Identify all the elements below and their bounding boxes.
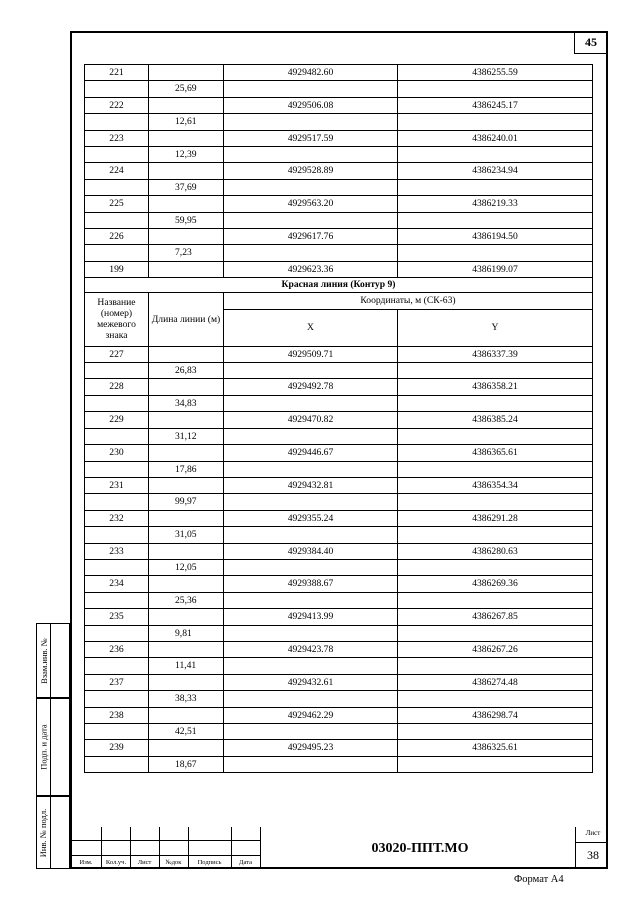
table-row	[85, 609, 593, 625]
stamp-label-date: Дата	[239, 859, 252, 866]
cell-y: 4386358.21	[398, 379, 593, 395]
cell-line-length	[149, 130, 224, 146]
section-title: Красная линия (Контур 9)	[85, 278, 593, 293]
cell-x	[224, 724, 398, 740]
cell-x	[224, 363, 398, 379]
cell-point-name: 232	[85, 510, 149, 526]
cell-x	[224, 625, 398, 641]
cell-line-length: 25,69	[149, 81, 224, 97]
cell-line-length	[149, 445, 224, 461]
stamp-label-signature: Подпись	[197, 859, 222, 866]
cell-x: 4929355.24	[224, 510, 398, 526]
cell-x: 4929495.23	[224, 740, 398, 756]
cell-line-length	[149, 609, 224, 625]
cell-y	[398, 147, 593, 163]
table-row	[85, 461, 593, 477]
table-row	[85, 543, 593, 559]
cell-y: 4386325.61	[398, 740, 593, 756]
stamp-label-sheet: Лист	[137, 859, 152, 866]
cell-y	[398, 559, 593, 575]
table-row	[85, 477, 593, 493]
table-row	[85, 559, 593, 575]
cell-point-name	[85, 461, 149, 477]
cell-x	[224, 756, 398, 772]
cell-point-name	[85, 363, 149, 379]
cell-point-name: 238	[85, 707, 149, 723]
sidebar-label-inv-orig: Инв. № подл.	[38, 808, 49, 857]
table-row	[85, 625, 593, 641]
cell-y: 4386298.74	[398, 707, 593, 723]
cell-line-length	[149, 65, 224, 81]
stamp-label-change: Изм.	[79, 859, 93, 866]
cell-point-name	[85, 527, 149, 543]
cell-point-name: 221	[85, 65, 149, 81]
cell-y	[398, 691, 593, 707]
cell-point-name: 237	[85, 674, 149, 690]
sidebar-sign-date	[36, 698, 70, 796]
table-row	[85, 576, 593, 592]
cell-y: 4386365.61	[398, 445, 593, 461]
cell-point-name: 228	[85, 379, 149, 395]
header-length: Длина линии (м)	[149, 293, 224, 346]
sidebar-inv-change	[36, 623, 70, 698]
table-row	[85, 707, 593, 723]
sheet-label: Лист	[585, 829, 601, 837]
cell-y: 4386199.07	[398, 261, 593, 277]
cell-line-length	[149, 97, 224, 113]
cell-y: 4386194.50	[398, 229, 593, 245]
cell-point-name	[85, 179, 149, 195]
stamp-label-doc: №док	[165, 859, 182, 866]
table-row	[85, 114, 593, 130]
cell-x: 4929462.29	[224, 707, 398, 723]
cell-x	[224, 658, 398, 674]
cell-line-length: 26,83	[149, 363, 224, 379]
cell-line-length: 11,41	[149, 658, 224, 674]
coordinates-table	[84, 64, 593, 773]
cell-point-name	[85, 592, 149, 608]
table-row	[85, 674, 593, 690]
cell-x: 4929423.78	[224, 641, 398, 657]
cell-line-length: 99,97	[149, 494, 224, 510]
cell-y: 4386255.59	[398, 65, 593, 81]
cell-x	[224, 395, 398, 411]
cell-line-length: 31,12	[149, 428, 224, 444]
cell-x	[224, 147, 398, 163]
cell-line-length	[149, 543, 224, 559]
table-row	[85, 196, 593, 212]
cell-y: 4386240.01	[398, 130, 593, 146]
page-number: 45	[574, 32, 607, 54]
cell-line-length	[149, 641, 224, 657]
cell-point-name	[85, 428, 149, 444]
cell-point-name: 226	[85, 229, 149, 245]
left-sidebar	[36, 623, 70, 869]
table-row	[85, 65, 593, 81]
table-row	[85, 379, 593, 395]
cell-y	[398, 428, 593, 444]
cell-line-length	[149, 707, 224, 723]
table-row	[85, 724, 593, 740]
table-body-top	[85, 65, 593, 278]
cell-point-name	[85, 559, 149, 575]
table-row	[85, 130, 593, 146]
cell-y	[398, 625, 593, 641]
stamp-label-count: Кол.уч.	[105, 859, 127, 866]
header-coords: Координаты, м (СК-63)	[224, 293, 593, 309]
cell-y	[398, 494, 593, 510]
cell-x	[224, 494, 398, 510]
cell-y	[398, 212, 593, 228]
sidebar-label-inv-change: Взам.инв. №	[38, 637, 49, 684]
cell-line-length: 17,86	[149, 461, 224, 477]
cell-line-length	[149, 196, 224, 212]
table-row	[85, 229, 593, 245]
table-row	[85, 147, 593, 163]
cell-line-length: 9,81	[149, 625, 224, 641]
cell-line-length: 34,83	[149, 395, 224, 411]
cell-line-length	[149, 163, 224, 179]
cell-line-length: 12,05	[149, 559, 224, 575]
cell-line-length: 42,51	[149, 724, 224, 740]
cell-line-length	[149, 674, 224, 690]
cell-point-name: 225	[85, 196, 149, 212]
cell-x: 4929528.89	[224, 163, 398, 179]
table-row	[85, 163, 593, 179]
cell-y	[398, 461, 593, 477]
cell-x	[224, 691, 398, 707]
cell-point-name: 233	[85, 543, 149, 559]
cell-y	[398, 395, 593, 411]
cell-y	[398, 363, 593, 379]
table-row	[85, 179, 593, 195]
cell-point-name	[85, 147, 149, 163]
cell-point-name	[85, 756, 149, 772]
sheet-number: 38	[587, 848, 599, 862]
header-x: X	[224, 309, 398, 346]
table-row	[85, 740, 593, 756]
cell-y	[398, 527, 593, 543]
cell-x	[224, 527, 398, 543]
cell-point-name	[85, 724, 149, 740]
cell-point-name	[85, 245, 149, 261]
cell-point-name: 223	[85, 130, 149, 146]
cell-y: 4386267.26	[398, 641, 593, 657]
cell-x: 4929413.99	[224, 609, 398, 625]
cell-y	[398, 658, 593, 674]
cell-y	[398, 81, 593, 97]
table-row	[85, 212, 593, 228]
cell-y: 4386267.85	[398, 609, 593, 625]
table-row	[85, 658, 593, 674]
table-header	[85, 278, 593, 346]
table-row	[85, 510, 593, 526]
cell-point-name: 239	[85, 740, 149, 756]
cell-y	[398, 179, 593, 195]
cell-line-length: 37,69	[149, 179, 224, 195]
table-row	[85, 592, 593, 608]
cell-point-name	[85, 494, 149, 510]
cell-x: 4929432.81	[224, 477, 398, 493]
cell-x: 4929509.71	[224, 346, 398, 362]
cell-x: 4929492.78	[224, 379, 398, 395]
cell-y: 4386234.94	[398, 163, 593, 179]
cell-line-length	[149, 379, 224, 395]
cell-point-name	[85, 395, 149, 411]
cell-x: 4929517.59	[224, 130, 398, 146]
table-row	[85, 97, 593, 113]
format-label: Формат А4	[514, 874, 564, 885]
cell-y: 4386280.63	[398, 543, 593, 559]
table-row	[85, 412, 593, 428]
cell-x	[224, 245, 398, 261]
cell-y: 4386269.36	[398, 576, 593, 592]
cell-point-name	[85, 81, 149, 97]
cell-x: 4929470.82	[224, 412, 398, 428]
cell-line-length: 12,61	[149, 114, 224, 130]
cell-x	[224, 212, 398, 228]
cell-point-name: 199	[85, 261, 149, 277]
cell-x: 4929482.60	[224, 65, 398, 81]
table-row	[85, 395, 593, 411]
table-row	[85, 245, 593, 261]
table-row	[85, 346, 593, 362]
cell-point-name: 231	[85, 477, 149, 493]
cell-x: 4929623.36	[224, 261, 398, 277]
cell-point-name	[85, 625, 149, 641]
cell-y: 4386291.28	[398, 510, 593, 526]
cell-y	[398, 592, 593, 608]
table-row	[85, 363, 593, 379]
header-name: Название (номер) межевого знака	[85, 293, 149, 346]
table-row	[85, 527, 593, 543]
cell-y	[398, 245, 593, 261]
cell-point-name: 235	[85, 609, 149, 625]
header-y: Y	[398, 309, 593, 346]
cell-point-name	[85, 212, 149, 228]
cell-point-name	[85, 114, 149, 130]
table-row	[85, 641, 593, 657]
cell-x	[224, 592, 398, 608]
cell-line-length	[149, 261, 224, 277]
cell-y	[398, 114, 593, 130]
cell-line-length: 59,95	[149, 212, 224, 228]
table-row	[85, 494, 593, 510]
cell-point-name: 234	[85, 576, 149, 592]
cell-point-name: 222	[85, 97, 149, 113]
cell-x	[224, 559, 398, 575]
cell-line-length	[149, 740, 224, 756]
table-row	[85, 428, 593, 444]
cell-point-name: 236	[85, 641, 149, 657]
cell-x: 4929446.67	[224, 445, 398, 461]
cell-x: 4929384.40	[224, 543, 398, 559]
cell-y: 4386274.48	[398, 674, 593, 690]
cell-line-length: 25,36	[149, 592, 224, 608]
cell-x	[224, 461, 398, 477]
cell-point-name	[85, 658, 149, 674]
cell-line-length	[149, 510, 224, 526]
cell-x: 4929432.61	[224, 674, 398, 690]
sidebar-label-sign-date: Подп. и дата	[38, 724, 49, 770]
cell-line-length	[149, 477, 224, 493]
cell-y: 4386337.39	[398, 346, 593, 362]
cell-y: 4386219.33	[398, 196, 593, 212]
cell-x	[224, 81, 398, 97]
table-body-main	[85, 346, 593, 773]
table-row	[85, 691, 593, 707]
cell-y: 4386385.24	[398, 412, 593, 428]
cell-y	[398, 756, 593, 772]
table-row	[85, 81, 593, 97]
cell-y: 4386354.34	[398, 477, 593, 493]
cell-line-length	[149, 412, 224, 428]
cell-x	[224, 179, 398, 195]
cell-x: 4929617.76	[224, 229, 398, 245]
cell-line-length: 18,67	[149, 756, 224, 772]
cell-x: 4929563.20	[224, 196, 398, 212]
cell-line-length	[149, 229, 224, 245]
cell-line-length	[149, 576, 224, 592]
cell-x: 4929506.08	[224, 97, 398, 113]
cell-x	[224, 114, 398, 130]
cell-x: 4929388.67	[224, 576, 398, 592]
cell-line-length: 12,39	[149, 147, 224, 163]
sidebar-inv-orig	[36, 796, 70, 869]
table-row	[85, 756, 593, 772]
cell-point-name: 227	[85, 346, 149, 362]
cell-point-name	[85, 691, 149, 707]
table-row	[85, 261, 593, 277]
table-row	[85, 445, 593, 461]
cell-y: 4386245.17	[398, 97, 593, 113]
cell-line-length: 38,33	[149, 691, 224, 707]
cell-point-name: 224	[85, 163, 149, 179]
cell-point-name: 229	[85, 412, 149, 428]
cell-x	[224, 428, 398, 444]
cell-y	[398, 724, 593, 740]
cell-point-name: 230	[85, 445, 149, 461]
document-code: 03020-ППТ.МО	[371, 841, 469, 856]
cell-line-length: 31,05	[149, 527, 224, 543]
cell-line-length	[149, 346, 224, 362]
cell-line-length: 7,23	[149, 245, 224, 261]
